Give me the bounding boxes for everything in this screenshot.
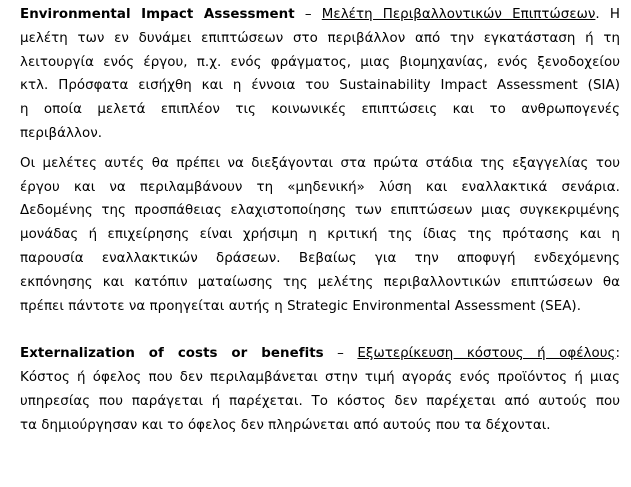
entry-heading-line (20, 3, 620, 27)
text-line: Οι μελέτες αυτές θα πρέπει να διεξάγονται στα πρώτα στάδια της εξαγγελίας του (20, 155, 620, 171)
entry-term: Externalization of costs or benefits (20, 346, 324, 362)
entry-term: Environmental Impact Assessment (20, 7, 295, 22)
text-line: λειτουργία ενός έργου, π.χ. ενός φράγματος, μιας βιομηχανίας, ενός ξενοδοχείου (20, 54, 620, 70)
text-line: υπηρεσίας που παράγεται ή παρέχεται. Το κόστος δεν παρέχεται από αυτούς που (20, 393, 620, 409)
text-line: τα δημιούργησαν και το όφελος δεν πληρώνεται από αυτούς που τα δέχονται. (20, 417, 551, 433)
entry-dash: – (294, 7, 322, 22)
text-line: Δεδομένης της προσπάθειας ελαχιστοποίησης των επιπτώσεων μιας συγκεκριμένης (20, 203, 620, 219)
text-line: . Η (595, 7, 620, 22)
text-line: : (615, 346, 621, 362)
text-line: παρουσία εναλλακτικών δράσεων. Βεβαίως για την αποφυγή ενδεχόμενης (20, 250, 620, 266)
text-line: η οποία μελετά επιπλέον τις κοινωνικές επιπτώσεις και το ανθρωπογενές (20, 102, 620, 118)
text-line: κτλ. Πρόσφατα εισήχθη και η έννοια του Sustainability Impact Assessment (SIA) (20, 78, 620, 94)
glossary-entry (20, 3, 620, 318)
entry-heading-line (20, 342, 620, 366)
entry-greek-term: Μελέτη Περιβαλλοντικών Επιπτώσεων (321, 7, 596, 22)
text-line: Κόστος ή όφελος που δεν περιλαμβάνεται στην τιμή αγοράς ενός προϊόντος ή μιας (20, 370, 620, 386)
entry-greek-term: Εξωτερίκευση κόστους ή οφέλους (357, 346, 616, 362)
text-line: εκπόνησης και κατόπιν ματαίωσης της μελέτης περιβαλλοντικών επιπτώσεων θα (20, 274, 620, 290)
text-line: πρέπει πάντοτε να προηγείται αυτής η Strategic Environmental Assessment (SEA). (20, 298, 582, 314)
text-line: μονάδας ή επιχείρησης είναι χρήσιμη η κριτική της ίδιας της πρότασης και η (20, 227, 620, 243)
glossary-entry (20, 342, 620, 437)
entry-gap (20, 318, 620, 342)
entry-dash: – (323, 346, 358, 362)
text-line: περιβάλλον. (20, 125, 103, 141)
glossary-page (20, 3, 620, 438)
text-line: μελέτη των εν δυνάμει επιπτώσεων στο περιβάλλον από την εγκατάσταση ή τη (20, 30, 620, 46)
text-line: έργου και να περιλαμβάνουν τη «μηδενική» λύση και εναλλακτικά σενάρια. (20, 179, 620, 195)
